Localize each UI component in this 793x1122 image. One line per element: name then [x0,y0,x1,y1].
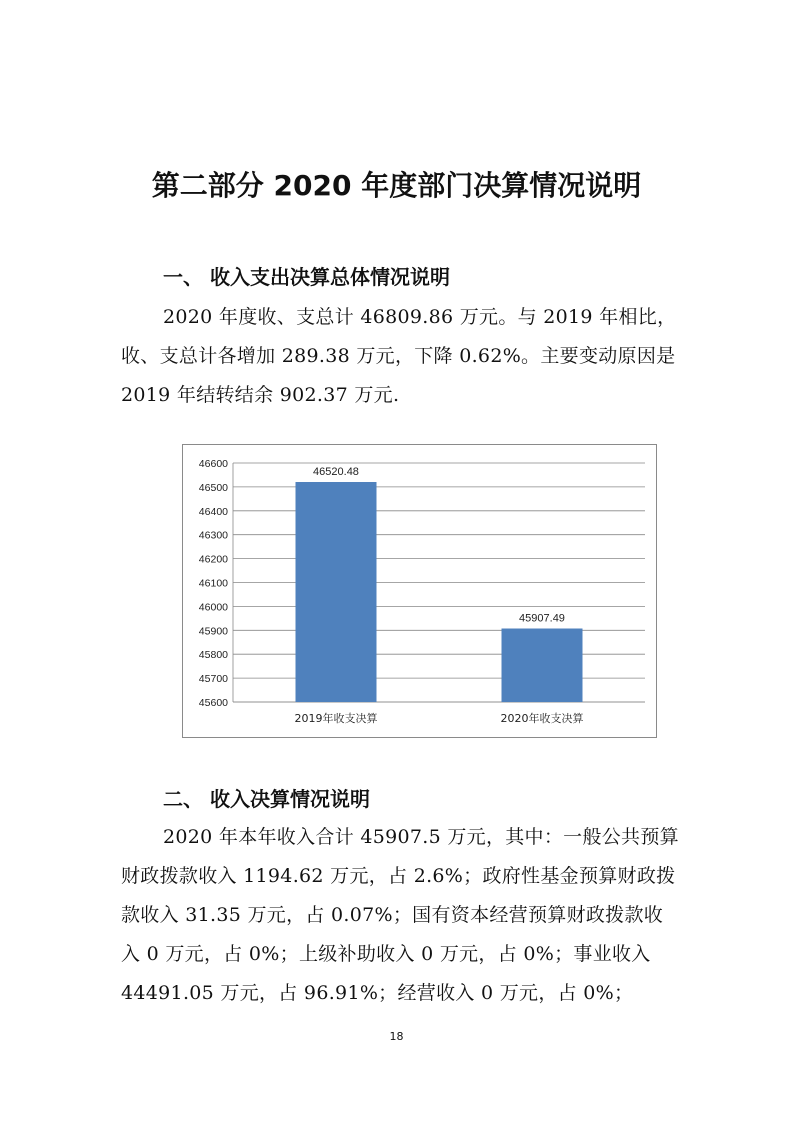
y-tick-label: 46400 [198,505,228,518]
bar [502,629,583,702]
bar-chart-svg [183,445,656,737]
y-tick-label: 46200 [198,553,228,566]
bar-chart [182,444,657,738]
y-tick-label: 46300 [198,529,228,542]
y-tick-label: 46000 [198,601,228,614]
page-title: 第二部分 2020 年度部门决算情况说明 [151,169,642,202]
y-tick-label: 45600 [198,697,228,709]
y-tick-label: 45800 [198,649,228,662]
section-paragraph-1: 2020 年度收、支总计 46809.86 万元。与 2019 年相比，收、支总计各增加 289.38 万元，下降 0.62%。主要变动原因是 2019 年结转结余 902.37 万元. [121,306,677,406]
bar [296,482,377,702]
section-heading-1: 一、 收入支出决算总体情况说明 [163,265,450,289]
data-label: 45907.49 [519,612,565,625]
section-paragraph-2: 2020 年本年收入合计 45907.5 万元，其中：一般公共预算财政拨款收入 1194.62 万元，占 2.6%；政府性基金预算财政拨款收入 31.35 万元，占 0.07%；国有资本经营预算财政拨款收入 0 万元，占 0%；上级补助收入 0 万元，占 0%；事业收入 44491.05 万元，占 96.91%；经营收入 0 万元，占 0%； [121,826,679,1004]
y-tick-label: 46500 [198,481,228,494]
data-label: 46520.48 [313,466,359,479]
y-tick-label: 45700 [198,673,228,686]
y-tick-label: 45900 [198,625,228,638]
section-heading-2: 二、 收入决算情况说明 [163,787,370,811]
x-tick-label: 2019年收支决算 [294,712,378,725]
x-tick-label: 2020年收支决算 [500,712,584,725]
page-number: 18 [389,1030,404,1043]
y-tick-label: 46100 [198,577,228,590]
y-tick-label: 46600 [198,458,228,470]
